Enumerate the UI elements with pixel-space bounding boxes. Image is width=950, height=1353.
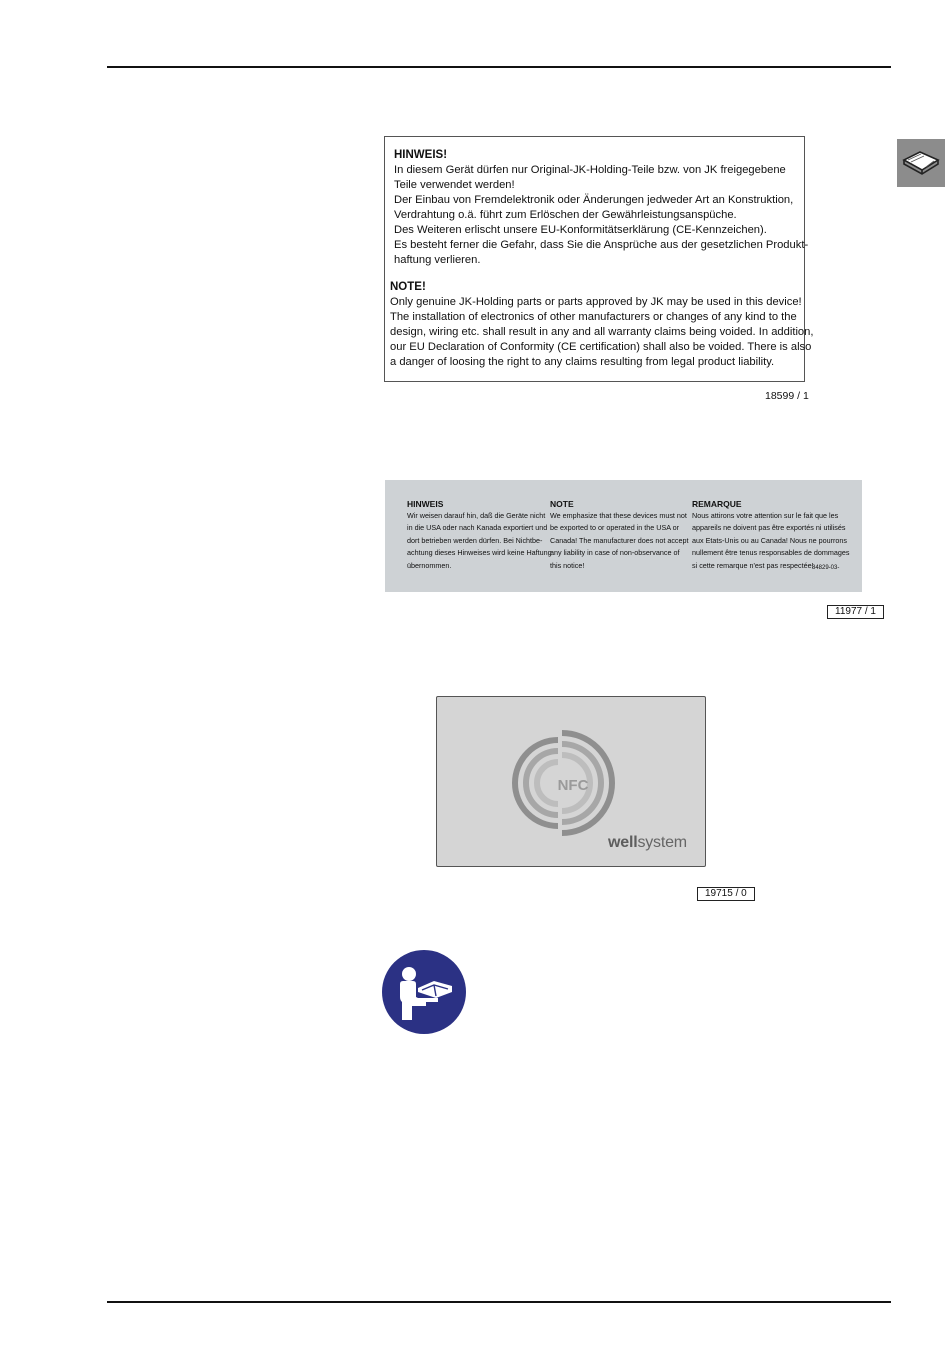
sticker-line: achtung dieses Hinweises wird keine Haftung [407,548,552,558]
sticker-line: be exported to or operated in the USA or [550,523,680,533]
notice-english [390,280,814,370]
read-manual-icon [382,950,466,1034]
bottom-rule [107,1301,891,1303]
notice-english-line: Only genuine JK-Holding parts or parts approved by JK may be used in this device! [390,296,802,308]
open-book-icon [900,148,942,178]
sticker-line: si cette remarque n'est pas respectée! [692,560,814,570]
notice-german-line: Verdrahtung o.ä. führt zum Erlöschen der Gewährleistungsanspüche. [394,209,737,221]
notice-german-line: In diesem Gerät dürfen nur Original-JK-Holding-Teile bzw. von JK freigegebene [394,164,786,176]
export-notice-sticker [385,480,862,592]
sticker-line: this notice! [550,560,585,570]
sticker-column-english [550,498,689,572]
figure-reference-3: 19715 / 0 [697,887,755,901]
sticker-line: appareils ne doivent pas être exportés ni utilisés [692,523,846,533]
figure-reference-1: 18599 / 1 [765,390,809,402]
notice-german-line: Der Einbau von Fremdelektronik oder Änderungen jedweder Art an Konstruktion, [394,194,794,206]
sticker-line: in die USA oder nach Kanada exportiert und [407,523,548,533]
brand-logo-regular: system [637,834,687,851]
sticker-line: any liability in case of non-observance of [550,548,680,558]
brand-logo-bold: well [608,834,638,851]
sticker-line: aux Etats-Unis ou au Canada! Nous ne pourrons [692,535,848,545]
sticker-heading: HINWEIS [407,499,444,509]
notice-german [394,148,808,268]
notice-german-line: haftung verlieren. [394,254,481,266]
sticker-code: 84829-03- [812,565,840,571]
nfc-label: NFC [557,777,589,794]
sticker-line: Canada! The manufacturer does not accept [550,535,689,545]
sticker-line: Nous attirons votre attention sur le fait que les [692,511,839,520]
sticker-heading: REMARQUE [692,499,742,509]
top-rule [107,66,891,68]
figure-reference-2: 11977 / 1 [827,605,884,619]
section-tab[interactable] [897,139,945,187]
sticker-column-german [407,498,552,572]
notice-german-line: Des Weiteren erlischt unsere EU-Konformitätserklärung (CE-Kennzeichen). [394,224,767,236]
notice-english-line: The installation of electronics of other manufacturers or changes of any kind to the [390,311,797,323]
notice-english-line: a danger of loosing the right to any claims resulting from legal product liability. [390,356,775,368]
notice-english-line: our EU Declaration of Conformity (CE certification) shall also be voided. There is also [390,341,812,353]
sticker-line: Wir weisen darauf hin, daß die Geräte nicht [407,511,546,520]
notice-german-heading: HINWEIS! [394,149,448,161]
notice-german-line: Es besteht ferner die Gefahr, dass Sie die Ansprüche aus der gesetzlichen Produkt- [394,239,809,251]
sticker-heading: NOTE [550,499,574,509]
sticker-line: nullement être tenus responsables de dommages [692,548,850,558]
warranty-notice-label [384,136,814,382]
notice-english-heading: NOTE! [390,281,426,293]
sticker-line: übernommen. [407,560,452,570]
notice-german-line: Teile verwendet werden! [394,179,515,191]
brand-logo [608,834,687,852]
nfc-card [436,696,706,867]
notice-english-line: design, wiring etc. shall result in any and all warranty claims being voided. In addition, [390,326,814,338]
sticker-line: dort betrieben werden dürfen. Bei Nichtbe- [407,535,543,545]
sticker-line: We emphasize that these devices must not [550,511,687,520]
